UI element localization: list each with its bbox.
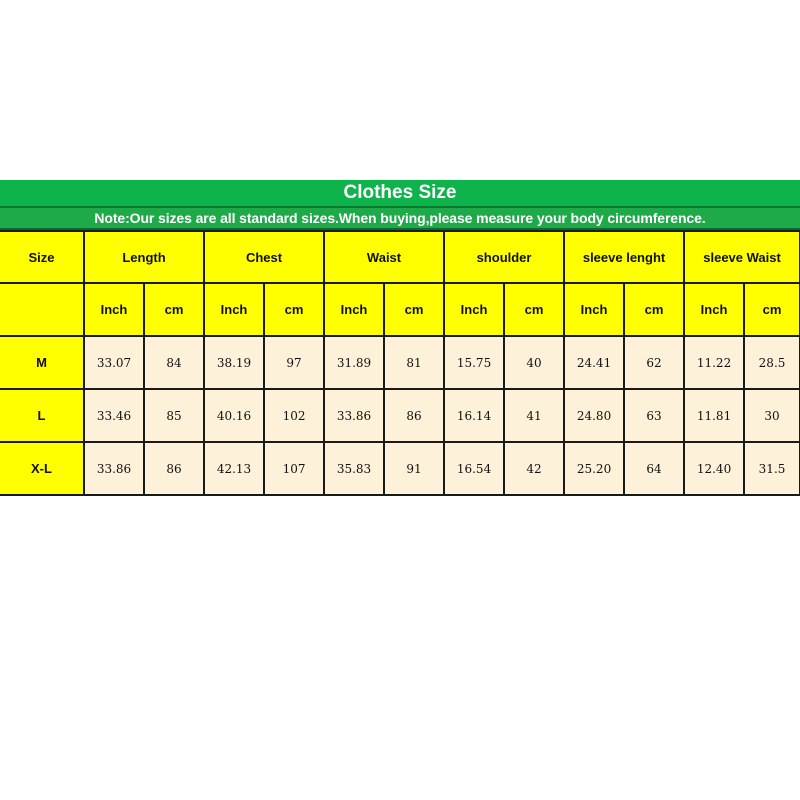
value-cell: 12.40: [684, 442, 744, 495]
value-cell: 16.14: [444, 389, 504, 442]
size-column-header: Size: [0, 231, 84, 283]
unit-header-cm: cm: [144, 283, 204, 336]
value-cell: 42: [504, 442, 564, 495]
value-cell: 107: [264, 442, 324, 495]
measure-header-sleeve-waist: sleeve Waist: [684, 231, 800, 283]
value-cell: 30: [744, 389, 800, 442]
value-cell: 11.22: [684, 336, 744, 389]
size-chart: [0, 180, 800, 496]
value-cell: 15.75: [444, 336, 504, 389]
value-cell: 28.5: [744, 336, 800, 389]
unit-header-inch: Inch: [684, 283, 744, 336]
value-cell: 84: [144, 336, 204, 389]
value-cell: 24.80: [564, 389, 624, 442]
size-cell: M: [0, 336, 84, 389]
unit-header-inch: Inch: [204, 283, 264, 336]
size-cell: X-L: [0, 442, 84, 495]
value-cell: 40: [504, 336, 564, 389]
header-row: [0, 231, 800, 283]
measure-header-length: Length: [84, 231, 204, 283]
measure-header-shoulder: shoulder: [444, 231, 564, 283]
table-row: [0, 336, 800, 389]
value-cell: 102: [264, 389, 324, 442]
table-row: [0, 389, 800, 442]
value-cell: 25.20: [564, 442, 624, 495]
unit-header-cm: cm: [624, 283, 684, 336]
measure-header-sleeve-lenght: sleeve lenght: [564, 231, 684, 283]
measure-header-waist: Waist: [324, 231, 444, 283]
unit-header-inch: Inch: [444, 283, 504, 336]
value-cell: 86: [384, 389, 444, 442]
unit-header-cm: cm: [504, 283, 564, 336]
unit-header-inch: Inch: [564, 283, 624, 336]
unit-header-cm: cm: [264, 283, 324, 336]
size-note: Note:Our sizes are all standard sizes.When buying,please measure your body circumference.: [0, 208, 800, 230]
value-cell: 16.54: [444, 442, 504, 495]
value-cell: 91: [384, 442, 444, 495]
value-cell: 62: [624, 336, 684, 389]
chart-title: Clothes Size: [0, 180, 800, 208]
value-cell: 42.13: [204, 442, 264, 495]
value-cell: 33.86: [84, 442, 144, 495]
value-cell: 24.41: [564, 336, 624, 389]
unit-header-cm: cm: [384, 283, 444, 336]
value-cell: 33.07: [84, 336, 144, 389]
unit-row-blank-cell: [0, 283, 84, 336]
value-cell: 33.46: [84, 389, 144, 442]
size-table: [0, 230, 800, 496]
unit-row: [0, 283, 800, 336]
value-cell: 64: [624, 442, 684, 495]
unit-header-inch: Inch: [84, 283, 144, 336]
unit-header-inch: Inch: [324, 283, 384, 336]
size-cell: L: [0, 389, 84, 442]
value-cell: 63: [624, 389, 684, 442]
value-cell: 31.89: [324, 336, 384, 389]
value-cell: 31.5: [744, 442, 800, 495]
value-cell: 85: [144, 389, 204, 442]
value-cell: 41: [504, 389, 564, 442]
value-cell: 11.81: [684, 389, 744, 442]
unit-header-cm: cm: [744, 283, 800, 336]
value-cell: 35.83: [324, 442, 384, 495]
value-cell: 81: [384, 336, 444, 389]
value-cell: 38.19: [204, 336, 264, 389]
value-cell: 86: [144, 442, 204, 495]
table-row: [0, 442, 800, 495]
value-cell: 40.16: [204, 389, 264, 442]
measure-header-chest: Chest: [204, 231, 324, 283]
value-cell: 97: [264, 336, 324, 389]
value-cell: 33.86: [324, 389, 384, 442]
